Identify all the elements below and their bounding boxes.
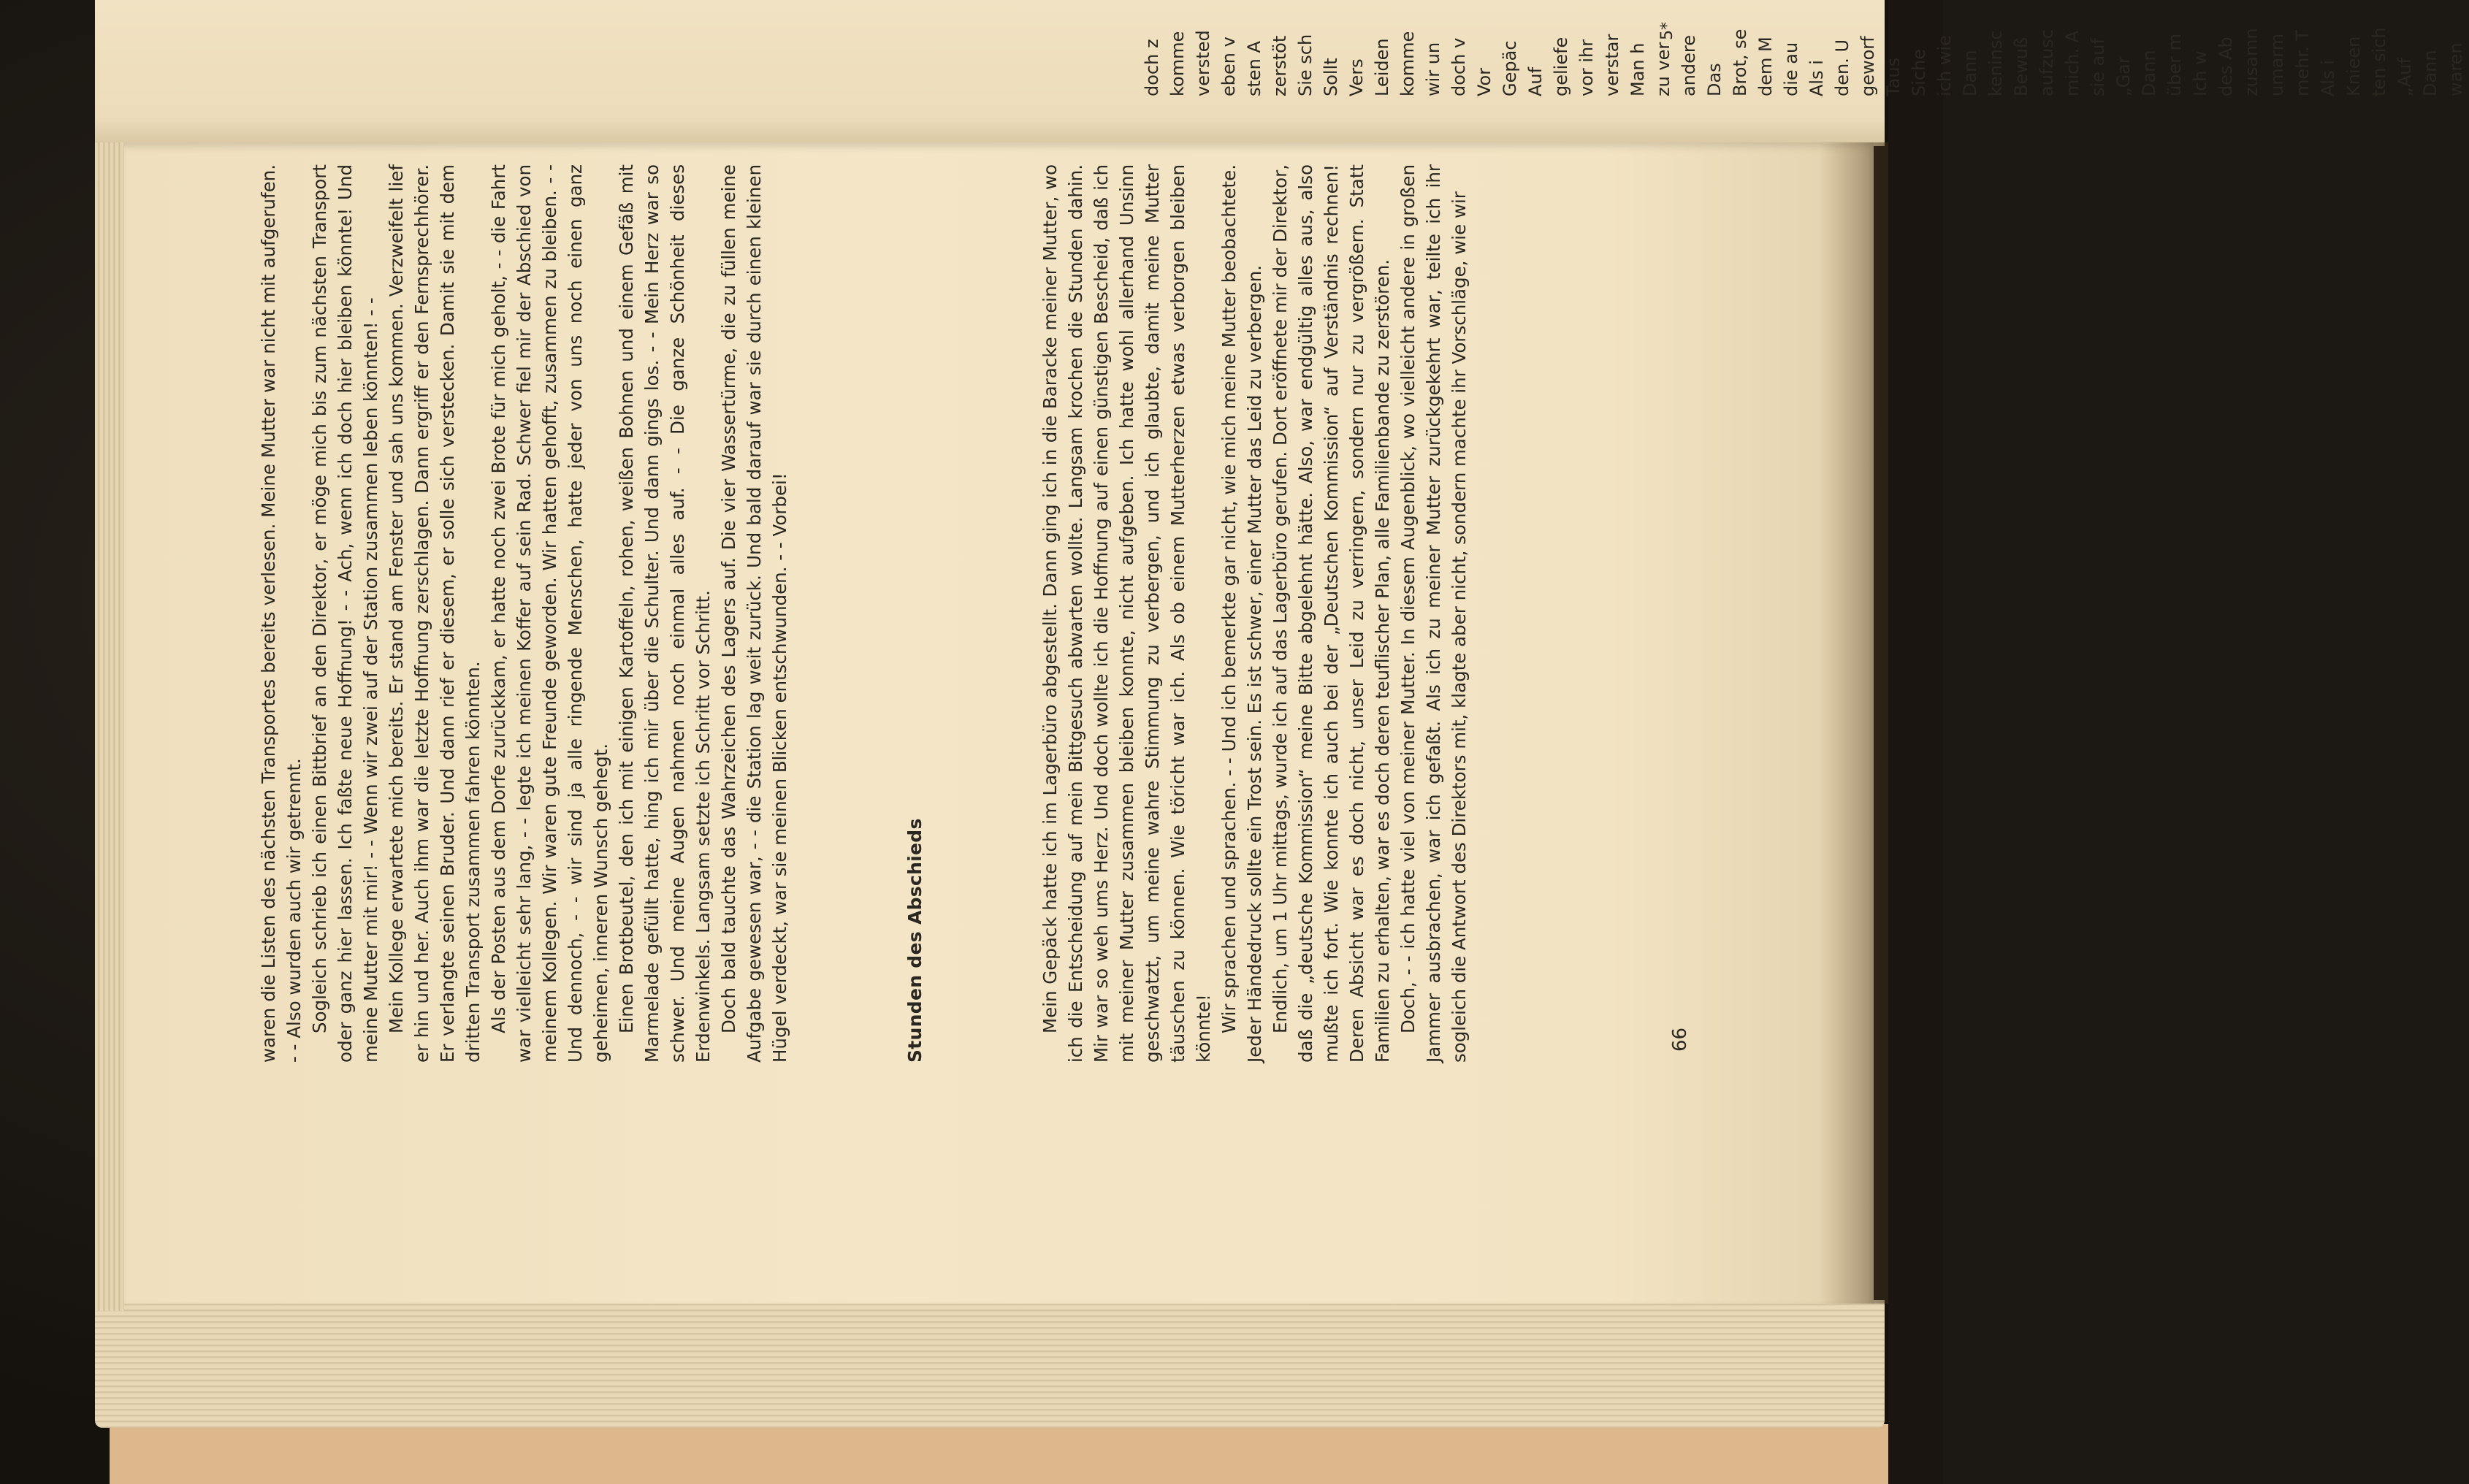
top-page-line: Dann (1960, 50, 1980, 96)
page-stack-side (95, 142, 124, 1311)
book-gutter (1819, 142, 1888, 1304)
paragraph: Mein Kollege erwartete mich bereits. Er stand am Fenster und sah uns kommen. Verzweifelt lief er hin und her. Auch ihm war die letzte Hoffnung zerschlagen. Dann ergriff er den Fernsprechhörer. Er verlangte seinen Bruder. Und dann rief er diesem, er solle sich verstecken. Damit sie mit dem dritten Transport zusammen fahren könnten. (386, 164, 484, 1063)
top-page-line: mehr. T (2292, 30, 2313, 96)
top-page-line: Auf (1525, 66, 1546, 96)
paragraph: Sogleich schrieb ich einen Bittbrief an den Direktor, er möge mich bis zum nächsten Transport oder ganz hier lassen. Ich faßte neue Hoffnung! - - Ach, wenn ich doch hier bleiben könnte! Und meine Mutter mit mir! - - Wenn wir zwei auf der Station zusammen leben könnten! - - (309, 164, 381, 1063)
top-page-line: Taus (1883, 57, 1904, 96)
paragraph: Als der Posten aus dem Dorfe zurückkam, er hatte noch zwei Brote für mich geholt, - - die Fahrt war vielleicht sehr lang, - - legte ich meinen Koffer auf sein Rad. Schwer fiel mir der Abschied von meinem Kollegen. Wir waren gute Freunde geworden. Wir hatten gehofft, zusammen zu bleiben. - - Und dennoch, - - wir sind ja alle ringende Menschen, hatte jeder von uns noch einen ganz geheimen, inneren Wunsch gehegt. (488, 164, 611, 1063)
top-page-line: keninsc (1985, 30, 2006, 96)
top-page-line: waren (2446, 42, 2466, 96)
top-page-line: Dann (2139, 50, 2159, 96)
top-page-line: sie auf (2088, 38, 2108, 96)
top-page-line: Vor (1474, 67, 1495, 96)
top-page-line: doch v (1449, 37, 1469, 96)
paragraph: waren die Listen des nächsten Transportes bereits verlesen. Meine Mutter war nicht mit aufgerufen. - - Also wurden auch wir getrennt. (258, 164, 305, 1063)
top-page-line: eben v (1218, 37, 1239, 96)
top-page-line: Knieen (2343, 36, 2364, 96)
top-page-line: die au (1781, 42, 1801, 96)
top-page-line: Brot, se (1730, 28, 1750, 96)
paragraph: Wir sprachen und sprachen. - - Und ich bemerkte gar nicht, wie mich meine Mutter beobachtete. Jeder Händedruck sollte ein Trost sein. Es ist schwer, einer Mutter das Leid zu verbergen. (1218, 164, 1265, 1063)
top-page-line: dem M (1755, 37, 1776, 96)
paragraph: Doch bald tauchte das Wahrzeichen des Lagers auf. Die vier Wassertürme, die zu füllen meine Aufgabe gewesen war, - - die Station lag weit zurück. Und bald darauf war sie durch einen kleinen Hügel verdeckt, war sie meinen Blicken entschwunden. - - Vorbei! (718, 164, 790, 1063)
top-page-line: Gepäc (1500, 40, 1520, 96)
top-page-line: wir un (1423, 42, 1443, 96)
top-page-line: vor ihr (1576, 39, 1597, 96)
paragraph: Einen Brotbeutel, den ich mit einigen Kartoffeln, rohen, weißen Bohnen und einem Gefäß mit Marmelade gefüllt hatte, hing ich mir über die Schulter. Und dann gings los. - - Mein Herz war so schwer. Und meine Augen nahmen noch einmal alles auf. - - Die ganze Schönheit dieses Erdenwinkels. Langsam setzte ich Schritt vor Schritt. (616, 164, 714, 1063)
top-page-line: des Ab (2216, 37, 2236, 96)
top-page-line: versted (1193, 30, 1213, 96)
top-page-line: sten A (1244, 41, 1264, 96)
top-page-line: aufzusc (2037, 29, 2057, 96)
top-page-line: Als i (1806, 60, 1827, 96)
top-page-line: zu ver (1653, 42, 1674, 96)
top-page-line: doch z (1142, 39, 1162, 96)
section-title: Stunden des Abschieds (904, 818, 926, 1063)
right-dark-area (1888, 0, 1943, 1484)
top-page-line: mich. A (2062, 30, 2083, 96)
top-page-line: komme (1397, 31, 1418, 96)
top-page-line: Sie sch (1295, 34, 1316, 96)
paragraph: Doch, - - ich hatte viel von meiner Mutter. In diesem Augenblick, wo vielleicht andere in großen Jammer ausbrachen, war ich gefaßt. Als ich zu meiner Mutter zurückgekehrt war, teilte ich ihr sogleich die Antwort des Direktors mit, klagte aber nicht, sondern machte ihr Vorschläge, wie wir (1397, 164, 1470, 1063)
top-page-line: verstar (1602, 34, 1622, 96)
book-cover-edge (110, 1424, 1943, 1484)
paragraph: Mein Gepäck hatte ich im Lagerbüro abgestellt. Dann ging ich in die Baracke meiner Mutter, wo ich die Entscheidung auf mein Bittgesuch abwarten wollte. Langsam krochen die Stunden dahin. Mir war so weh ums Herz. Und doch wollte ich die Hoffnung auf einen günstigen Bescheid, daß ich mit meiner Mutter zusammen bleiben konnte, nicht aufgeben. Ich hatte wohl allerhand Unsinn geschwatzt, um meine wahre Stimmung zu verbergen, und ich glaubte, damit meine Mutter täuschen zu können. Wie töricht war ich. Als ob einem Mutterherzen etwas verborgen bleiben könnte! (1039, 164, 1214, 1063)
top-page-line: andere (1679, 34, 1699, 96)
top-page-line: zerstöt (1270, 35, 1290, 96)
page-stack-edge (95, 1300, 1885, 1428)
top-page-line: Als i (2318, 60, 2338, 96)
top-page-line: ten sich (2369, 27, 2389, 96)
top-page-line: Man h (1627, 42, 1648, 96)
top-page-line: den. U (1832, 39, 1852, 96)
page-number: 66 (1669, 1027, 1691, 1052)
top-page-number: 5* (1658, 22, 1676, 40)
top-page-line: Leiden (1372, 38, 1392, 96)
top-page-line: „Gar (2113, 56, 2134, 96)
top-page-line: Das (1704, 63, 1725, 96)
top-page-line: Dann (2420, 50, 2441, 96)
top-page-line: Siche (1909, 48, 1929, 96)
paragraph: Endlich, um 1 Uhr mittags, wurde ich auf das Lagerbüro gerufen. Dort eröffnete mir der Direktor, daß die „deutsche Kommission“ meine Bitte abgelehnt hätte. Also, war endgültig alles aus, also mußte ich fort. Wie konnte ich auch bei der „Deutschen Kommission“ auf Verständnis rechnen! Deren Absicht war es doch nicht, unser Leid zu verringern, sondern nur zu vergrößern. Statt Familien zu erhalten, war es doch deren teuflischer Plan, alle Familienbande zu zerstören. (1270, 164, 1393, 1063)
top-page-line: geliefe (1551, 37, 1571, 96)
top-page-line: Bewuß (2011, 37, 2031, 96)
top-page-line: geworf (1858, 36, 1878, 96)
top-page-text (1140, 0, 2469, 96)
main-text-block (256, 164, 1472, 1063)
top-page-line: über m (2164, 33, 2185, 96)
top-page-line: „Auf (2394, 58, 2415, 96)
top-page-line: Sollt (1321, 58, 1341, 96)
top-page-line: zusamn (2241, 28, 2262, 96)
top-page-line: ich wie (1934, 35, 1955, 96)
top-page-line: Ich w (2190, 50, 2210, 96)
top-page-line: umarm (2267, 33, 2287, 96)
top-page-line: Vers (1346, 58, 1367, 96)
top-page-line: komme (1167, 31, 1188, 96)
